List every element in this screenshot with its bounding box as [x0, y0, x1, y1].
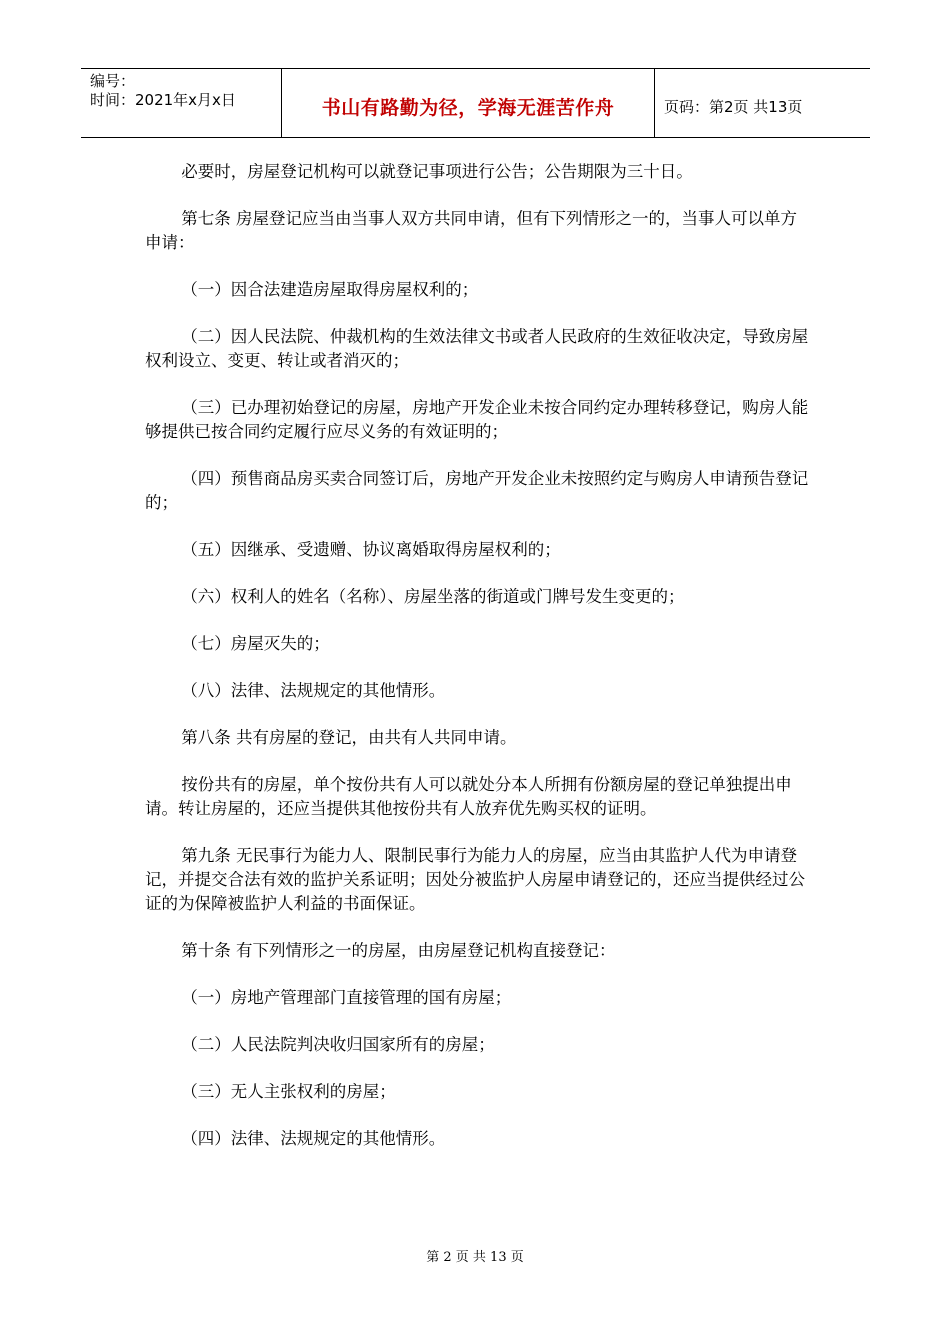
paragraph: （一）房地产管理部门直接管理的国有房屋；: [181, 988, 512, 1007]
paragraph: （二）因人民法院、仲裁机构的生效法律文书或者人民政府的生效征收决定，导致房屋权利设立、变更、转让或者消灭的；: [145, 327, 809, 370]
header-motto: 书山有路勤为径，学海无涯苦作舟: [282, 69, 655, 137]
document-number-label: 编号：: [90, 72, 136, 90]
paragraph: （三）已办理初始登记的房屋，房地产开发企业未按合同约定办理转移登记，购房人能够提供已按合同约定履行应尽义务的有效证明的；: [145, 398, 809, 441]
paragraph: 第九条 无民事行为能力人、限制民事行为能力人的房屋，应当由其监护人代为申请登记，并提交合法有效的监护关系证明；因处分被监护人房屋申请登记的，还应当提供经过公证的为保障被监护人利益的书面保证。: [145, 846, 805, 913]
paragraph: （六）权利人的姓名（名称）、房屋坐落的街道或门牌号发生变更的；: [181, 587, 685, 606]
header-meta: [81, 69, 282, 137]
paragraph: 第七条 房屋登记应当由当事人双方共同申请，但有下列情形之一的，当事人可以单方申请：: [145, 209, 798, 252]
page-header: [81, 68, 870, 138]
paragraph: （五）因继承、受遗赠、协议离婚取得房屋权利的；: [181, 540, 561, 559]
page-footer: 第 2 页 共 13 页: [426, 1250, 524, 1265]
document-date: 时间：2021年x月x日: [90, 91, 236, 109]
paragraph: （二）人民法院判决收归国家所有的房屋；: [181, 1035, 495, 1054]
paragraph: （七）房屋灭失的；: [181, 634, 330, 653]
paragraph: （四）预售商品房买卖合同签订后，房地产开发企业未按照约定与购房人申请预告登记的；: [145, 469, 809, 512]
paragraph: （八）法律、法规规定的其他情形。: [181, 681, 446, 700]
paragraph: （四）法律、法规规定的其他情形。: [181, 1129, 446, 1148]
paragraph: （三）无人主张权利的房屋；: [181, 1082, 396, 1101]
paragraph: 第十条 有下列情形之一的房屋，由房屋登记机构直接登记：: [181, 941, 616, 960]
paragraph: 第八条 共有房屋的登记，由共有人共同申请。: [181, 728, 517, 747]
paragraph: （一）因合法建造房屋取得房屋权利的；: [181, 280, 479, 299]
paragraph: 按份共有的房屋，单个按份共有人可以就处分本人所拥有份额房屋的登记单独提出申请。转让房屋的，还应当提供其他按份共有人放弃优先购买权的证明。: [145, 775, 792, 818]
header-page-info: 页码：第2页 共13页: [664, 97, 803, 116]
document-body: [145, 160, 810, 1174]
paragraph: 必要时，房屋登记机构可以就登记事项进行公告；公告期限为三十日。: [181, 162, 693, 181]
